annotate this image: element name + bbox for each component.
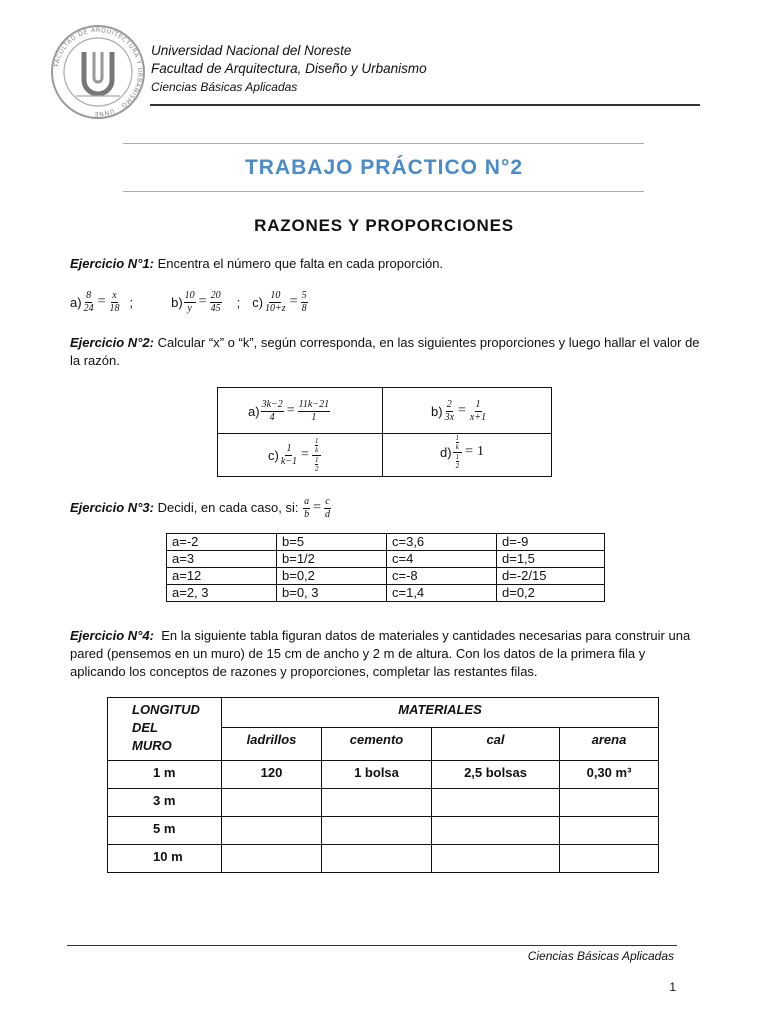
exercise-1-label: Ejercicio N°1:	[70, 256, 154, 271]
header-divider	[150, 104, 700, 106]
exercise-2-statement: Ejercicio N°2: Calcular “x” o “k”, según corresponda, en las siguientes proporciones y luego hallar el valor de la razón.	[70, 335, 700, 368]
exercise-4-label: Ejercicio N°4:	[70, 628, 154, 643]
exercise-3-label: Ejercicio N°3:	[70, 500, 154, 515]
table-row: 1 m 120 1 bolsa 2,5 bolsas 0,30 m³	[108, 761, 659, 789]
proportion-a: a) $\frac{3k-2}{4}$ = $\frac{11k-21}{1}$	[248, 398, 330, 423]
footer-divider	[67, 945, 677, 946]
table-row: 3 m	[108, 789, 659, 817]
page-title: TRABAJO PRÁCTICO N°2	[244, 156, 524, 179]
title-rule-bottom	[123, 191, 644, 192]
table-row: a=2, 3 b=0, 3 c=1,4 d=0,2	[167, 585, 605, 602]
footer-text: Ciencias Básicas Aplicadas	[527, 949, 674, 963]
exercise-3-values-table	[166, 533, 605, 602]
table-row: 5 m	[108, 817, 659, 845]
table-row: a=12 b=0,2 c=-8 d=-2/15	[167, 568, 605, 585]
fraction: $\frac{x}{18}$	[109, 289, 120, 314]
exercise-4-materials-table: LONGITUD DEL MURO MATERIALES ladrillos cemento cal arena 1 m 120 1 bolsa 2,5 bolsas 0,30 m³ 3 m 5 m 10 m	[107, 697, 659, 873]
fraction: $\frac{10}{y}$	[184, 289, 195, 314]
proportion-b: b) $\frac{2}{3x}$ = $\frac{1}{x+1}$	[431, 398, 487, 423]
svg-text:FACULTAD DE ARQUITECTURA Y URB: FACULTAD DE ARQUITECTURA Y URBANISMO · UNNE	[53, 26, 144, 118]
proportion-d: d) $\frac{\frac{1}{k}}{\frac{1}{2}}$ = 1	[440, 433, 484, 470]
fraction: $\frac{20}{45}$	[210, 289, 221, 314]
exercise-2-proportions-box	[217, 387, 552, 477]
exercise-1-statement: Ejercicio N°1: Encentra el número que falta en cada proporción.	[70, 256, 444, 271]
fraction: $\frac{5}{8}$	[301, 289, 307, 314]
exercise-2-label: Ejercicio N°2:	[70, 335, 154, 350]
header-department: Ciencias Básicas Aplicadas	[151, 80, 298, 94]
page-subtitle: RAZONES Y PROPORCIONES	[254, 216, 514, 235]
exercise-4-statement: Ejercicio N°4: En la siguiente tabla figuran datos de materiales y cantidades necesarias para construir una pared (pensemos en un muro) de 15 cm de ancho y 2 m de altura. Con los datos de la primera fila y aplicando los conceptos de razones y proporciones, completar las restantes filas.	[70, 628, 694, 679]
header-longitud: LONGITUD DEL MURO	[108, 698, 222, 761]
table-row: a=-2 b=5 c=3,6 d=-9	[167, 534, 605, 551]
title-rule-top	[123, 143, 644, 144]
page-number: 1	[669, 980, 676, 994]
fraction: $\frac{8}{24}$	[83, 289, 94, 314]
header-materiales: MATERIALES	[222, 698, 659, 728]
header-university: Universidad Nacional del Noreste	[151, 43, 352, 58]
proportion-c: c) $\frac{1}{k-1}$ = $\frac{\frac{1}{k}}{\frac{1}{2}}$	[268, 435, 322, 475]
exercise-3-statement: Ejercicio N°3: Decidi, en cada caso, si: $\frac{a}{b}$ = $\frac{c}{d}$	[70, 495, 331, 520]
header-faculty: Facultad de Arquitectura, Diseño y Urbanismo	[151, 61, 427, 76]
university-seal-logo	[50, 24, 146, 120]
table-row: 10 m	[108, 845, 659, 873]
fraction: $\frac{10}{10+z}$	[265, 289, 286, 314]
exercise-1-proportions: a) $\frac{8}{24}$ = $\frac{x}{18}$ ; b) $\frac{10}{y}$ = $\frac{20}{45}$ ; c) $\frac{10}{10+z}$ = $\frac{5}{8}$	[70, 289, 307, 314]
table-row: a=3 b=1/2 c=4 d=1,5	[167, 551, 605, 568]
